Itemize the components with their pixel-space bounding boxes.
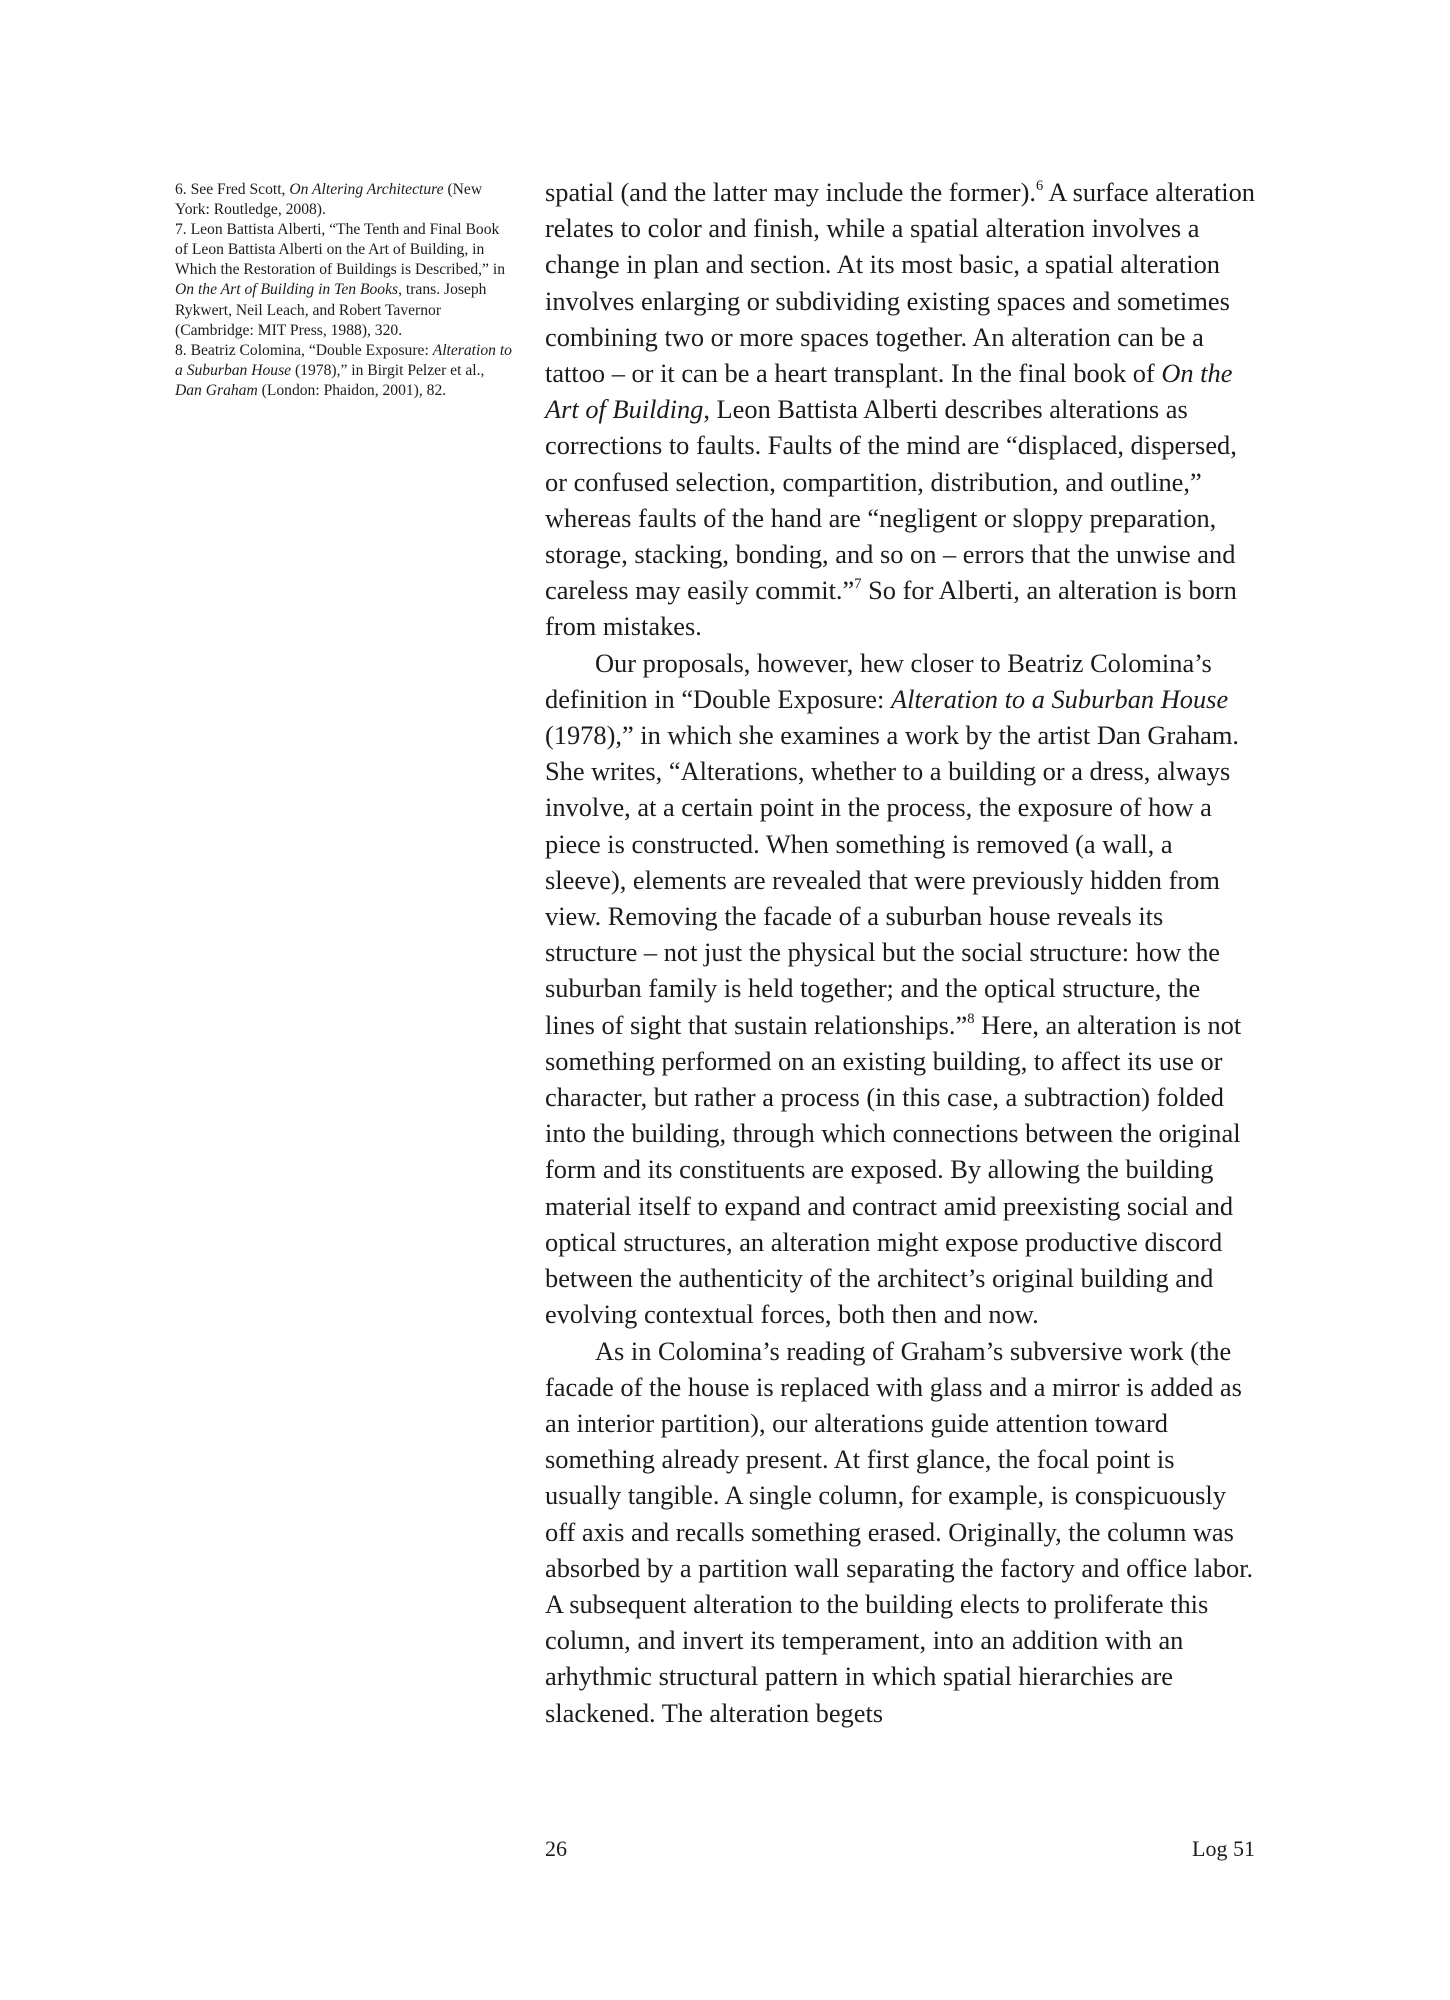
footnote-ref-8[interactable]: 8 — [967, 1010, 975, 1027]
paragraph-2: Our proposals, however, hew closer to Beatriz Colomina’s definition in “Double Exposure: Alteration to a Suburban House (1978),” in which she examines a work by the artist Dan Graham. She writes, “Alterations, whether to a building or a dress, always involve, at a certain point in the process, the exposure of how a piece is constructed. When something is removed (a wall, a sleeve), elements are revealed that were previously hidden from view. Removing the facade of a suburban house reveals its structure – not just the physical but the social structure: how the suburban family is held together; and the optical structure, the lines of sight that sustain relationships.”$^8$ Here, an alteration is not something performed on an existing building, to affect its use or character, but rather a process (in this case, a subtraction) folded into the building, through which connections between the original form and its constituents are exposed. By allowing the building material itself to expand and contract amid preexisting social and optical structures, an alteration might expose productive discord between the authenticity of the architect’s original building and evolving contextual forces, both then and now. — [545, 647, 1242, 1330]
footnote-ref-6[interactable]: 6 — [1035, 178, 1044, 195]
paragraph-3: As in Colomina’s reading of Graham’s subversive work (the facade of the house is replaced with glass and a mirror is added as an interior partition), our alterations guide attention toward something already present. At first glance, the focal point is usually tangible. A single column, for example, is conspicuously off axis and recalls something erased. Originally, the column was absorbed by a partition wall separating the factory and office labor. A subsequent alteration to the building elects to proliferate this column, and invert its temperament, into an addition with an arhythmic structural pattern in which spatial hierarchies are slackened. The alteration begets — [545, 1335, 1254, 1728]
footnote-number: 8. — [175, 341, 187, 359]
main-text — [545, 174, 1255, 1731]
footnote-title: Alteration to a Suburban House — [175, 341, 512, 379]
footnote-title: Dan Graham — [175, 381, 258, 399]
journal-name: Log 51 — [1192, 1836, 1255, 1861]
footnote-number: 6. — [175, 181, 187, 198]
page-number: 26 — [545, 1836, 567, 1861]
footnote-6: 6. See Fred Scott, On Altering Architecture (New York: Routledge, 2008). — [175, 181, 483, 219]
footnote-8: 8. Beatriz Colomina, “Double Exposure: Alteration to a Suburban House (1978),” in Birgit Pelzer et al., Dan Graham (London: Phaidon, 2001), 82. — [175, 341, 512, 399]
book-title: On the Art of Building — [545, 358, 1233, 425]
work-title: Alteration to a Suburban House — [890, 683, 1229, 714]
footnote-title: On the Art of Building in Ten Books — [175, 281, 399, 299]
footnote-ref-7[interactable]: 7 — [854, 576, 862, 593]
footnote-number: 7. — [175, 221, 187, 239]
paragraph-1: spatial (and the latter may include the former).$^6$ A surface alteration relates to color and finish, while a spatial alteration involves a change in plan and section. At its most basic, a spatial alteration involves enlarging or subdividing existing spaces and sometimes combining two or more spaces together. An alteration can be a tattoo – or it can be a heart transplant. In the final book of On the Art of Building, Leon Battista Alberti describes alterations as corrections to faults. Faults of the mind are “displaced, dispersed, or confused selection, compartition, distribution, and outline,” whereas faults of the hand are “negligent or sloppy preparation, storage, stacking, bonding, and so on – errors that the unwise and careless may easily commit.”$^7$ So for Alberti, an alteration is born from mistakes. — [545, 177, 1256, 642]
footnotes — [175, 180, 515, 401]
footnote-title: On Altering Architecture — [289, 181, 444, 198]
footnote-7: 7. Leon Battista Alberti, “The Tenth and Final Book of Leon Battista Alberti on the Art of Building, in Which the Restoration of Buildings is Described,” in On the Art of Building in Ten Books, trans. Joseph Rykwert, Neil Leach, and Robert Tavernor (Cambridge: MIT Press, 1988), 320. — [175, 221, 506, 339]
